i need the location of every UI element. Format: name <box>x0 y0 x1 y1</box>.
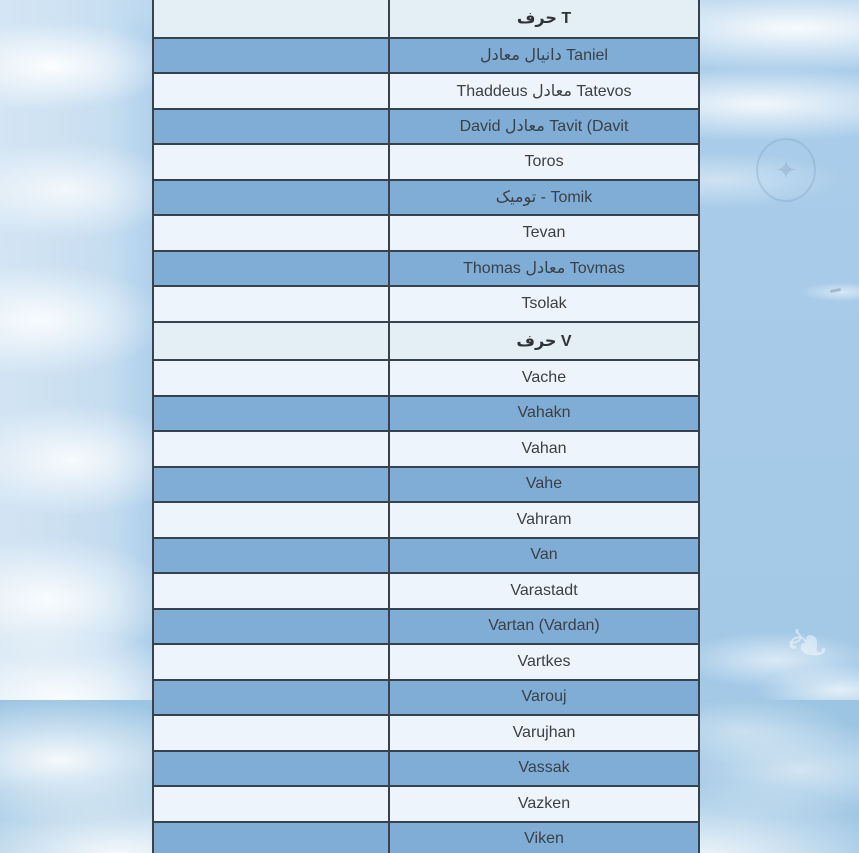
table-row <box>153 109 699 145</box>
empty-cell <box>153 502 389 538</box>
table-row <box>153 396 699 432</box>
section-header-cell: حرف T <box>389 0 699 38</box>
table-row <box>153 751 699 787</box>
name-cell: Thaddeus معادل Tatevos <box>389 73 699 109</box>
empty-cell <box>153 360 389 396</box>
name-cell: Varujhan <box>389 715 699 751</box>
name-cell: Vartkes <box>389 644 699 680</box>
empty-cell <box>153 467 389 503</box>
empty-cell <box>153 751 389 787</box>
section-header-row <box>153 0 699 38</box>
name-cell: Tevan <box>389 215 699 251</box>
name-cell: Van <box>389 538 699 574</box>
name-cell: Varouj <box>389 680 699 716</box>
names-table <box>152 0 700 853</box>
laurel-glyph: ❧ <box>777 608 839 680</box>
names-table-body <box>153 0 699 853</box>
table-row <box>153 286 699 322</box>
table-row <box>153 467 699 503</box>
name-cell: Vache <box>389 360 699 396</box>
table-row <box>153 215 699 251</box>
table-row <box>153 144 699 180</box>
table-row <box>153 538 699 574</box>
emblem-circle-watermark-icon <box>756 138 816 202</box>
table-row <box>153 38 699 74</box>
empty-cell <box>153 680 389 716</box>
table-row <box>153 431 699 467</box>
name-cell: تومیک - Tomik <box>389 180 699 216</box>
section-header-cell: حرف V <box>389 322 699 361</box>
section-header-row <box>153 322 699 361</box>
empty-cell <box>153 786 389 822</box>
table-row <box>153 786 699 822</box>
empty-cell <box>153 538 389 574</box>
name-cell: Toros <box>389 144 699 180</box>
table-row <box>153 822 699 853</box>
empty-cell <box>153 431 389 467</box>
empty-cell <box>153 573 389 609</box>
name-cell: Vahakn <box>389 396 699 432</box>
table-row <box>153 680 699 716</box>
empty-cell <box>153 144 389 180</box>
table-row <box>153 180 699 216</box>
name-cell: Vahan <box>389 431 699 467</box>
name-cell: Thomas معادل Tovmas <box>389 251 699 287</box>
empty-cell <box>153 644 389 680</box>
empty-cell <box>153 180 389 216</box>
empty-cell <box>153 715 389 751</box>
empty-cell <box>153 73 389 109</box>
empty-cell <box>153 396 389 432</box>
table-row <box>153 644 699 680</box>
name-cell: Vahe <box>389 467 699 503</box>
empty-cell <box>153 109 389 145</box>
name-cell: Tsolak <box>389 286 699 322</box>
name-cell: Viken <box>389 822 699 853</box>
empty-cell <box>153 609 389 645</box>
empty-cell <box>153 0 389 38</box>
table-row <box>153 715 699 751</box>
empty-cell <box>153 215 389 251</box>
name-cell: Vassak <box>389 751 699 787</box>
emblem-glyph: ✦ <box>775 154 797 185</box>
empty-cell <box>153 251 389 287</box>
name-cell: Varastadt <box>389 573 699 609</box>
name-cell: Vazken <box>389 786 699 822</box>
empty-cell <box>153 822 389 853</box>
name-cell: David معادل Tavit (Davit <box>389 109 699 145</box>
name-cell: Vahram <box>389 502 699 538</box>
table-row <box>153 360 699 396</box>
empty-cell <box>153 286 389 322</box>
table-row <box>153 73 699 109</box>
name-cell: Vartan (Vardan) <box>389 609 699 645</box>
table-row <box>153 573 699 609</box>
table-row <box>153 502 699 538</box>
empty-cell <box>153 38 389 74</box>
table-row <box>153 609 699 645</box>
empty-cell <box>153 322 389 361</box>
table-row <box>153 251 699 287</box>
name-cell: دانیال معادل Taniel <box>389 38 699 74</box>
